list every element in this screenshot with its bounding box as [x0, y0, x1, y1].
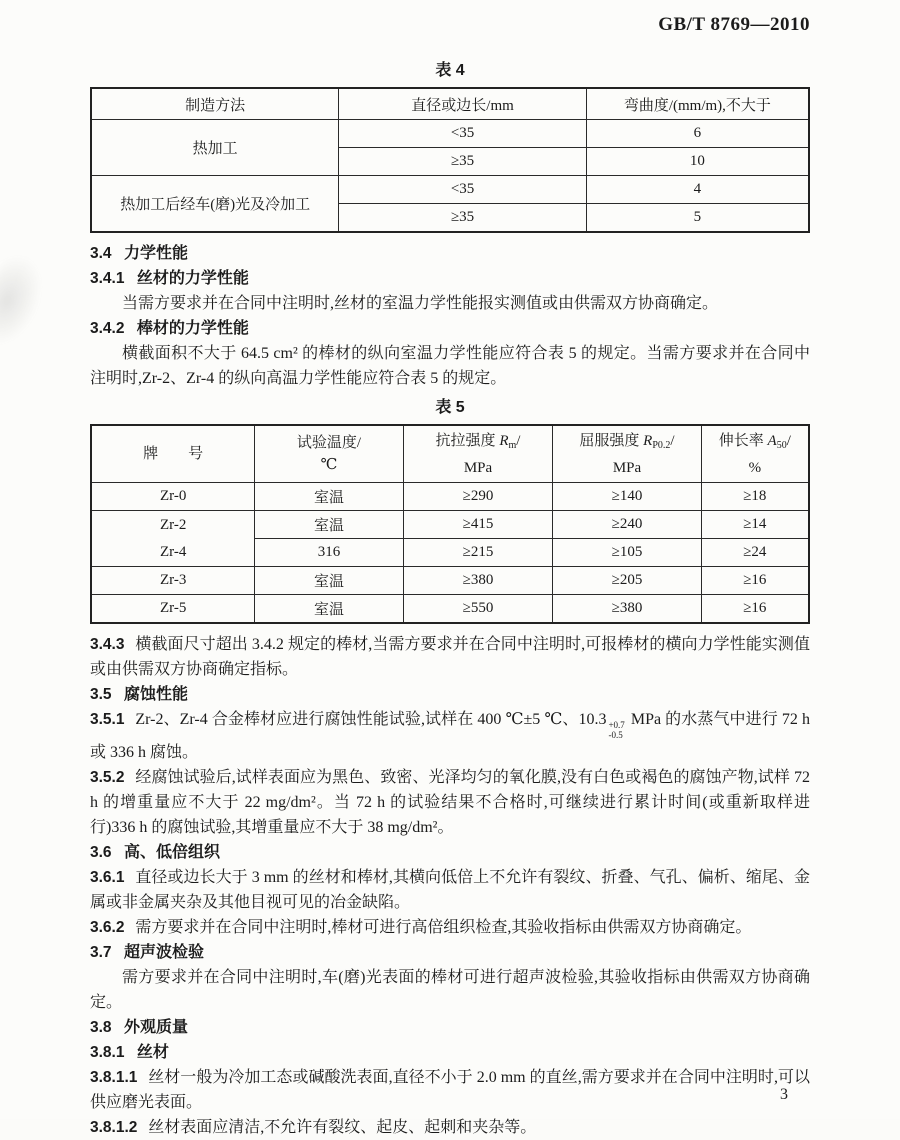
clause-3-6-1: 3.6.1 直径或边长大于 3 mm 的丝材和棒材,其横向低倍上不允许有裂纹、折叠、气孔、偏析、缩尾、金属或非金属夹杂及其他目视可见的冶金缺陷。 — [90, 869, 810, 911]
table4-cell-bend: 5 — [586, 204, 809, 233]
table4-header-method: 制造方法 — [91, 88, 339, 120]
table5-header-tensile: 抗拉强度 $R_m/$ MPa — [403, 425, 553, 483]
section-heading-3-8-1: 3.8.1 丝材 — [90, 1044, 169, 1061]
table4 — [90, 87, 810, 233]
clause-3-8-1-2: 3.8.1.2 丝材表面应清洁,不允许有裂纹、起皮、起刺和夹杂等。 — [90, 1119, 537, 1136]
table4-cell-bend: 10 — [586, 148, 809, 176]
table-row: 316 ≥215 ≥105 ≥24 — [91, 539, 809, 567]
table4-cell-bend: 4 — [586, 176, 809, 204]
table5-header-temp: 试验温度/ ℃ — [255, 425, 403, 483]
table4-cell-size: ≥35 — [339, 204, 586, 233]
table4-header-row — [91, 88, 809, 120]
section-heading-3-8: 3.8 外观质量 — [90, 1019, 188, 1036]
paragraph-3-4-2: 横截面积不大于 64.5 cm² 的棒材的纵向室温力学性能应符合表 5 的规定。当需方要求并在合同中注明时,Zr-2、Zr-4 的纵向高温力学性能应符合表 5 的规定。 — [90, 345, 810, 387]
table5-header-yield: 屈服强度 $R_{P0.2}/$ MPa — [553, 425, 701, 483]
section-heading-3-4: 3.4 力学性能 — [90, 245, 188, 262]
section-heading-3-5: 3.5 腐蚀性能 — [90, 686, 188, 703]
table-row: Zr-0 室温 ≥290 ≥140 ≥18 — [91, 483, 809, 511]
clause-3-6-2: 3.6.2 需方要求并在合同中注明时,棒材可进行高倍组织检查,其验收指标由供需双方协商确定。 — [90, 919, 752, 936]
table4-cell-bend: 6 — [586, 120, 809, 148]
section-heading-3-4-1: 3.4.1 丝材的力学性能 — [90, 270, 249, 287]
table5-header-elongation: 伸长率 $A_{50}/$ % — [701, 425, 809, 483]
table4-cell-size: ≥35 — [339, 148, 586, 176]
table-row — [91, 120, 809, 148]
table4-cell-size: <35 — [339, 176, 586, 204]
clause-3-5-1: 3.5.1 Zr-2、Zr-4 合金棒材应进行腐蚀性能试验,试样在 400 ℃±5 ℃、10.3 +0.7 -0.5 MPa 的水蒸气中进行 72 h 或 336 h 腐蚀。 — [90, 711, 810, 761]
table5-cell-brand-merged: Zr-2 Zr-4 — [91, 511, 255, 567]
table-row — [91, 176, 809, 204]
table5-cell-brand: Zr-5 — [91, 595, 255, 624]
table5-cell-brand: Zr-3 — [91, 567, 255, 595]
clause-3-5-2: 3.5.2 经腐蚀试验后,试样表面应为黑色、致密、光泽均匀的氧化膜,没有白色或褐色的腐蚀产物,试样 72 h 的增重量应不大于 22 mg/dm²。当 72 h 的试验结果不合格时,可继续进行累计时间(或重新取样进行)336 h 的腐蚀试验,其增重量应不大于 38 mg/dm²。 — [90, 769, 810, 836]
clause-3-4-3: 3.4.3 横截面尺寸超出 3.4.2 规定的棒材,当需方要求并在合同中注明时,可报棒材的横向力学性能实测值或由供需双方协商确定指标。 — [90, 636, 810, 678]
table-row: Zr-3 室温 ≥380 ≥205 ≥16 — [91, 567, 809, 595]
clause-3-8-1-1: 3.8.1.1 丝材一般为冷加工态或碱酸洗表面,直径不小于 2.0 mm 的直丝,需方要求并在合同中注明时,可以供应磨光表面。 — [90, 1069, 810, 1111]
page-number: 3 — [780, 1086, 788, 1103]
scan-artifact — [0, 248, 56, 356]
section-heading-3-7: 3.7 超声波检验 — [90, 944, 204, 961]
table4-header-size: 直径或边长/mm — [339, 88, 586, 120]
table-row: Zr-2 Zr-4 室温 ≥415 ≥240 ≥14 — [91, 511, 809, 539]
table5-caption: 表 5 — [435, 399, 465, 416]
tolerance-notation: +0.7 -0.5 — [608, 720, 625, 740]
section-heading-3-6: 3.6 高、低倍组织 — [90, 844, 220, 861]
table4-cell-method: 热加工后经车(磨)光及冷加工 — [91, 176, 339, 233]
table5-header-row — [91, 425, 809, 483]
table4-header-bend: 弯曲度/(mm/m),不大于 — [586, 88, 809, 120]
section-heading-3-4-2: 3.4.2 棒材的力学性能 — [90, 320, 249, 337]
paragraph-3-4-1: 当需方要求并在合同中注明时,丝材的室温力学性能报实测值或由供需双方协商确定。 — [122, 295, 719, 312]
table4-cell-size: <35 — [339, 120, 586, 148]
table4-cell-method: 热加工 — [91, 120, 339, 176]
table-row: Zr-5 室温 ≥550 ≥380 ≥16 — [91, 595, 809, 624]
table5 — [90, 424, 810, 624]
paragraph-3-7: 需方要求并在合同中注明时,车(磨)光表面的棒材可进行超声波检验,其验收指标由供需双方协商确定。 — [90, 969, 810, 1011]
standard-number: GB/T 8769—2010 — [658, 14, 810, 35]
table4-caption: 表 4 — [435, 62, 465, 79]
table5-cell-brand: Zr-0 — [91, 483, 255, 511]
table5-header-brand: 牌 号 — [91, 425, 255, 483]
